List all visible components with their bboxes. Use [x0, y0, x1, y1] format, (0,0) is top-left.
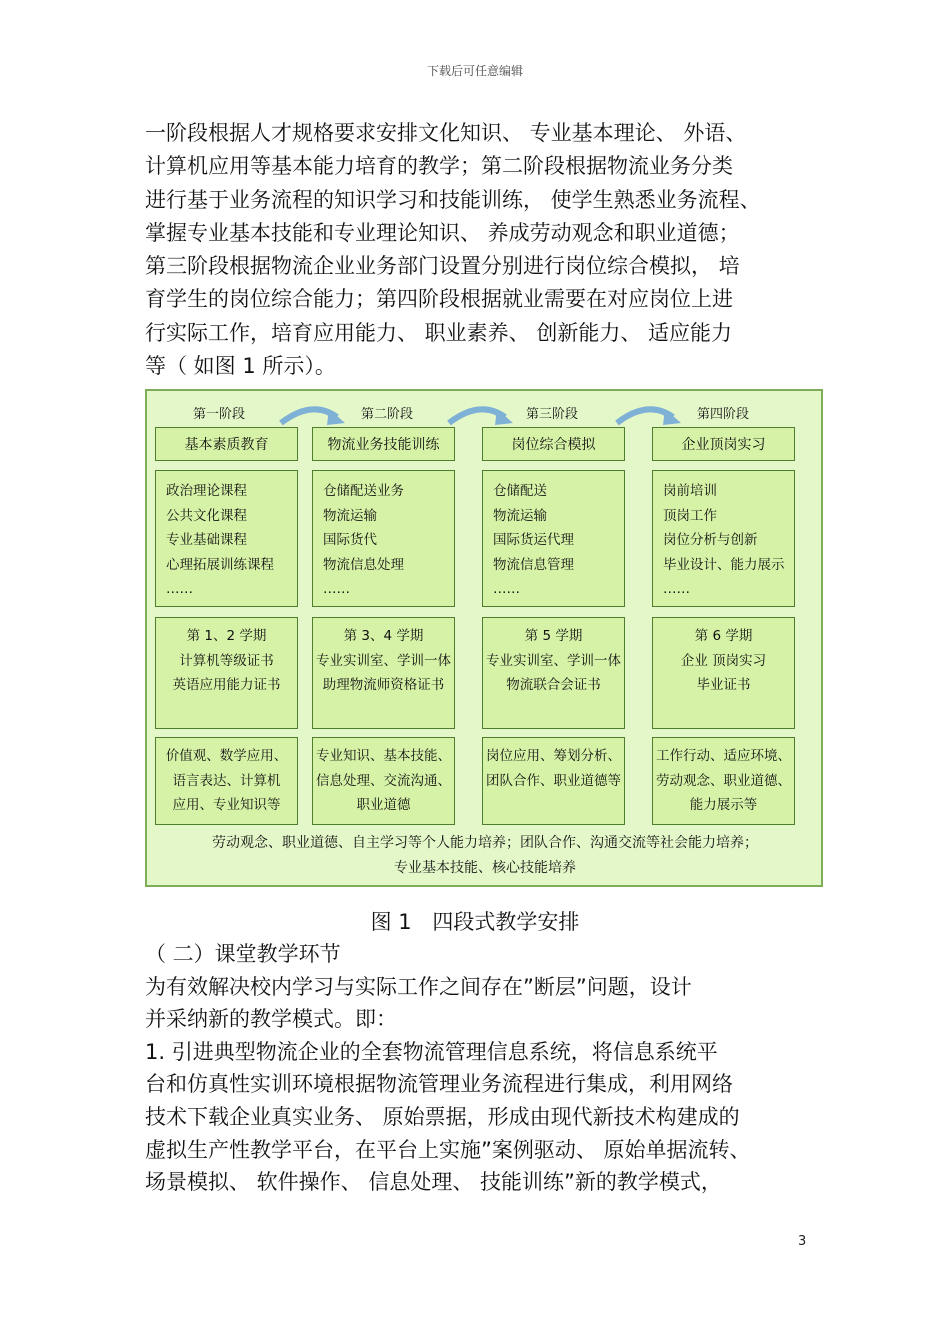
section-heading: （ 二）课堂教学环节 — [145, 942, 341, 966]
ability-item: 应用、专业知识等 — [172, 797, 281, 814]
course-item: 仓储配送业务 — [323, 483, 404, 499]
figure-caption — [0, 906, 950, 936]
ability-item: 专业知识、基本技能、 — [316, 748, 451, 764]
semester-item: 专业实训室、学训一体 — [486, 652, 621, 669]
courses-box — [155, 470, 298, 607]
ability-item: 团队合作、职业道德等 — [486, 772, 621, 789]
text-line: 计算机应用等基本能力培育的教学；第二阶段根据物流业务分类 — [145, 154, 733, 179]
semester-item: 第 1、2 学期 — [186, 628, 267, 644]
semester-box — [312, 617, 455, 729]
stage-header-box: 基本素质教育 — [155, 427, 298, 461]
stage-label: 第三阶段 — [525, 407, 578, 422]
course-item: …… — [323, 581, 350, 598]
course-item: …… — [663, 581, 690, 598]
ability-item: 信息处理、交流沟通、 — [316, 772, 451, 789]
ability-item: 劳动观念、职业道德、 — [656, 772, 791, 789]
semester-item: 第 3、4 学期 — [343, 628, 424, 644]
curved-arrow-icon — [613, 399, 683, 429]
semester-box — [155, 617, 298, 729]
text-line: 一阶段根据人才规格要求安排文化知识、 专业基本理论、 外语、 — [145, 121, 747, 145]
text-line: 虚拟生产性教学平台，在平台上实施”案例驱动、 原始单据流转、 — [145, 1137, 751, 1162]
course-item: 心理拓展训练课程 — [166, 556, 274, 573]
course-item: 岗位分析与创新 — [663, 532, 758, 549]
semester-item: 第 5 学期 — [524, 628, 583, 644]
course-item: 专业基础课程 — [166, 532, 247, 549]
courses-box — [312, 470, 455, 607]
text-line: 行实际工作，培育应用能力、 职业素养、 创新能力、 适应能力 — [145, 320, 733, 345]
semester-box — [482, 617, 625, 729]
semester-item: 助理物流师资格证书 — [322, 677, 445, 694]
text-line: 场景模拟、 软件操作、 信息处理、 技能训练”新的教学模式， — [145, 1170, 722, 1195]
ability-item: 工作行动、适应环境、 — [656, 748, 791, 764]
semester-item: 物流联合会证书 — [506, 677, 601, 694]
page-header: 下载后可任意编辑 — [426, 64, 523, 78]
semester-item: 第 6 学期 — [694, 628, 753, 644]
text-line: 技术下载企业真实业务、 原始票据，形成由现代新技术构建成的 — [145, 1104, 740, 1129]
figure-number: 图 1 — [370, 910, 412, 934]
course-item: 国际货运代理 — [493, 532, 574, 549]
ability-item: 价值观、数学应用、 — [165, 748, 288, 764]
course-item: 物流信息管理 — [493, 556, 574, 573]
semester-item: 企业 顶岗实习 — [680, 652, 767, 669]
abilities-box — [312, 737, 455, 825]
text-line: 台和仿真性实训环境根据物流管理业务流程进行集成，利用网络 — [145, 1072, 733, 1097]
course-item: …… — [166, 581, 193, 598]
course-item: 物流运输 — [493, 507, 547, 524]
summary-line: 劳动观念、职业道德、自主学习等个人能力培养；团队合作、沟通交流等社会能力培养； — [212, 835, 758, 851]
stage-label: 第一阶段 — [192, 407, 245, 422]
ability-item: 语言表达、计算机 — [172, 772, 281, 789]
text-line: 等（ 如图 1 所示）。 — [145, 354, 336, 379]
stage-header-box: 岗位综合模拟 — [482, 427, 625, 461]
stage-label: 第四阶段 — [696, 407, 749, 422]
courses-box — [482, 470, 625, 607]
text-line: 掌握专业基本技能和专业理论知识、 养成劳动观念和职业道德； — [145, 220, 740, 245]
stage-label: 第二阶段 — [360, 407, 413, 422]
course-item: 物流运输 — [323, 507, 377, 524]
ability-item: 岗位应用、筹划分析、 — [486, 748, 621, 764]
curved-arrow-icon — [277, 399, 347, 429]
body-paragraph — [145, 938, 825, 1199]
summary-text — [147, 831, 823, 881]
abilities-box — [155, 737, 298, 825]
course-item: 物流信息处理 — [323, 556, 404, 573]
semester-item: 计算机等级证书 — [179, 652, 274, 669]
summary-line: 专业基本技能、核心技能培养 — [394, 860, 576, 876]
course-item: 国际货代 — [323, 532, 377, 549]
abilities-box — [652, 737, 795, 825]
course-item: …… — [493, 581, 520, 598]
figure-title: 四段式教学安排 — [432, 910, 580, 934]
course-item: 岗前培训 — [663, 483, 717, 499]
semester-item: 专业实训室、学训一体 — [316, 652, 451, 669]
course-item: 公共文化课程 — [166, 507, 247, 524]
curved-arrow-icon — [445, 399, 515, 429]
text-line: 育学生的岗位综合能力；第四阶段根据就业需要在对应岗位上进 — [145, 287, 733, 312]
semester-box — [652, 617, 795, 729]
course-item: 仓储配送 — [493, 483, 547, 499]
text-line: 并采纳新的教学模式。即： — [145, 1007, 397, 1032]
page-number: 3 — [798, 1234, 807, 1249]
stage-header-box: 物流业务技能训练 — [312, 427, 455, 461]
course-item: 顶岗工作 — [663, 507, 717, 524]
text-line: 第三阶段根据物流企业业务部门设置分别进行岗位综合模拟， 培 — [145, 254, 740, 279]
intro-paragraph — [145, 117, 825, 383]
ability-item: 能力展示等 — [689, 797, 758, 814]
text-line: 为有效解决校内学习与实际工作之间存在”断层”问题，设计 — [145, 974, 692, 999]
course-item: 毕业设计、能力展示 — [663, 556, 785, 573]
text-line: 进行基于业务流程的知识学习和技能训练， 使学生熟悉业务流程、 — [145, 187, 761, 212]
text-line: 1. 引进典型物流企业的全套物流管理信息系统，将信息系统平 — [145, 1039, 718, 1064]
semester-item: 英语应用能力证书 — [172, 677, 281, 694]
semester-item: 毕业证书 — [696, 677, 751, 694]
course-item: 政治理论课程 — [166, 483, 247, 499]
courses-box — [652, 470, 795, 607]
four-stage-diagram — [145, 389, 823, 887]
abilities-box — [482, 737, 625, 825]
stage-header-box: 企业顶岗实习 — [652, 427, 795, 461]
ability-item: 职业道德 — [356, 797, 411, 814]
